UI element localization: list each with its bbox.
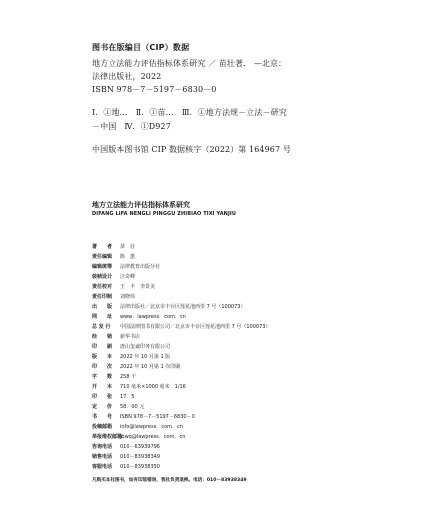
info-value: 58．00 元: [120, 404, 145, 410]
info-label: 投稿邮箱: [92, 424, 113, 430]
cip-subject-line: Ⅰ．①地… Ⅱ．①苗… Ⅲ．①地方法规－立法－研究: [92, 108, 287, 117]
info-value: 唐山玺诚印务有限公司: [120, 344, 171, 350]
info-value: 2022 年 10 月第 1 次印刷: [120, 364, 181, 370]
info-value: jbwq@lawpress．com．cn: [120, 434, 186, 440]
info-label: 装帧设计: [92, 274, 113, 280]
info-value: 010－63939796: [120, 444, 160, 450]
info-value: 苗 壮: [120, 244, 136, 250]
cip-isbn-line: ISBN 978－7－5197－6830－0: [92, 85, 217, 94]
info-label: 网 址: [92, 314, 113, 320]
info-value: 010－83938349: [120, 454, 160, 460]
info-label: 印 刷: [92, 344, 113, 350]
info-label: 举报维权邮箱: [92, 434, 123, 440]
info-label: 客服电话: [92, 464, 113, 470]
info-value: 2022 年 10 月第 1 版: [120, 354, 171, 360]
info-value: 710 毫米×1000 毫米 1/16: [120, 384, 186, 390]
info-value: info@lawpress．com．cn: [120, 424, 183, 430]
info-value: www．lawpress．com．cn: [120, 314, 186, 320]
info-value: 王 丰 李景美: [120, 284, 156, 290]
info-value: 258 千: [120, 374, 137, 380]
info-label: 销售电话: [92, 454, 113, 460]
info-label: 印 次: [92, 364, 113, 370]
cip-classification-line: －中国 Ⅳ．①D927: [92, 122, 171, 131]
info-label: 开 本: [92, 384, 113, 390]
info-value: 陈 蕙: [120, 254, 136, 260]
info-value: 010－83938350: [120, 464, 160, 470]
info-label: 字 数: [92, 374, 113, 380]
info-label: 出 版: [92, 304, 113, 310]
info-label: 总 发 行: [92, 324, 111, 330]
info-label: 印 张: [92, 394, 113, 400]
cip-record-number: 中国版本图书馆 CIP 数据核字（2022）第 164967 号: [92, 145, 291, 154]
cip-title-line: 地方立法能力评估指标体系研究 ／ 苗壮著． —北京：: [92, 59, 287, 68]
info-value: 汪奇峰: [120, 274, 136, 280]
book-title-pinyin: DIFANG LIFA NENGLI PINGGU ZHIBIAO TIXI YANJIU: [92, 211, 237, 217]
info-label: 责任印制: [92, 294, 113, 300]
info-label: 责任编辑: [92, 254, 113, 260]
info-label: 经 销: [92, 334, 113, 340]
cip-heading: 图书在版编目（CIP）数据: [92, 43, 190, 52]
info-label: 著 者: [92, 244, 113, 250]
info-value: 新华书店: [120, 334, 141, 340]
info-value: 法律教育出版分社: [120, 264, 161, 270]
info-label: 定 价: [92, 404, 113, 410]
return-policy-note: 凡购买本社图书，如有印装错误，我社负责退换。电话：010－83938349: [92, 478, 247, 483]
info-label: 编辑统筹: [92, 264, 113, 270]
info-value: 法律出版社／北京市丰台区莲花池西里 7 号（100073）: [120, 304, 246, 310]
info-value: 刘晓伟: [120, 294, 136, 300]
info-label: 书 号: [92, 414, 113, 420]
info-value: ISBN 978－7－5197－6830－0: [120, 414, 195, 420]
info-value: 中国法律图书有限公司／北京市丰台区莲花池西里 7 号（100073）: [120, 324, 271, 330]
book-title: 地方立法能力评估指标体系研究: [92, 201, 190, 209]
info-label: 版 本: [92, 354, 113, 360]
cip-publisher-line: 法律出版社，2022: [92, 72, 162, 81]
info-label: 责任校对: [92, 284, 113, 290]
info-label: 咨询电话: [92, 444, 113, 450]
info-value: 17．5: [120, 394, 135, 400]
